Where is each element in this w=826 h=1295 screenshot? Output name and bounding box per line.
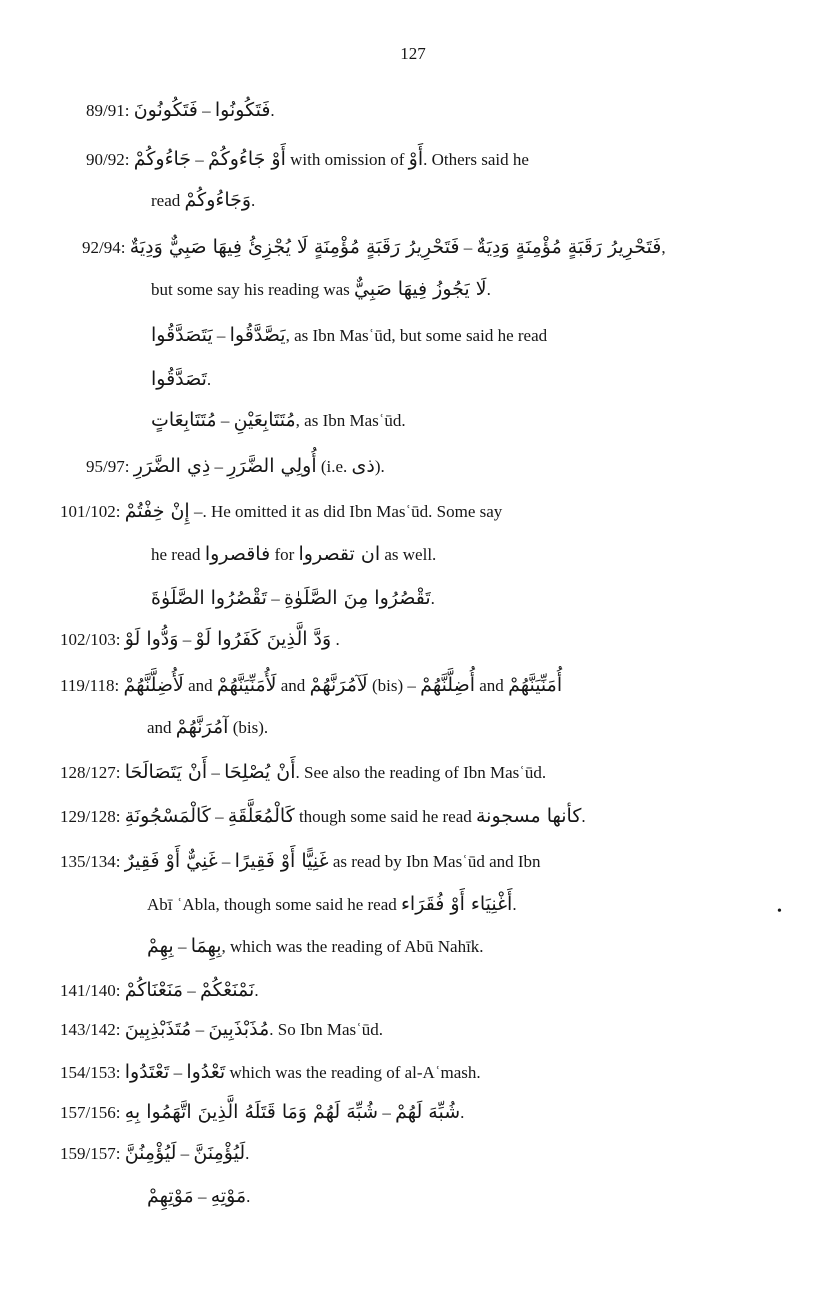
seg: and [183,676,217,695]
seg: ذِي الضَّرَرِ [133,455,211,477]
seg: . [460,1103,465,1122]
seg: لَآمُرَنَّهُمْ [309,674,368,696]
line-3 [82,232,666,262]
seg: آمُرَنَّهُمْ [175,716,229,738]
seg: بِهِمْ [147,935,174,957]
seg: جَاءُوكُمْ [133,148,192,170]
seg: (bis). [228,718,269,737]
seg: أَوْ [408,148,424,170]
verse-ref: 141/140: [60,981,121,1000]
line-8 [86,451,385,481]
seg: تَصَدَّقُوا [151,368,207,390]
seg: فَتَكُونُونَ [133,99,198,121]
seg: أُضِلَّنَّهُمْ [420,674,476,696]
seg: – [459,238,477,257]
verse-ref: 128/127: [60,763,121,782]
seg: ). [374,457,385,476]
seg: , which was the reading of Abū Nahīk. [221,937,484,956]
seg: أُمَنِّيَنَّهُمْ [508,674,563,696]
line-14 [147,712,268,742]
seg: . See also the reading of Ibn Masʿūd. [295,763,547,782]
seg: . [512,895,517,914]
seg: – [378,1103,396,1122]
seg: وَدَّ الَّذِينَ كَفَرُوا لَوْ [195,628,332,650]
seg: مَنَعْنَاكُمْ [124,979,183,1001]
seg: . [245,1144,250,1163]
seg: فاقصروا [204,543,271,565]
seg: and [475,676,509,695]
seg: Abī ʿAbla, though some said he read [147,895,401,914]
seg: , as Ibn Masʿūd, but some said he read [285,326,548,345]
seg: – [197,101,215,120]
verse-ref: 102/103: [60,630,121,649]
line-15 [60,757,546,787]
seg: . [254,981,259,1000]
seg: يَتَصَدَّقُوا [151,324,213,346]
seg: أَوْ جَاءُوكُمْ [208,148,286,170]
seg: though some said he read [294,807,476,826]
line-20 [60,975,259,1005]
seg: – [176,1144,194,1163]
line-4 [151,274,491,304]
seg: لَأُضِلَّنَّهُمْ [123,674,184,696]
seg: . Others said he [423,150,529,169]
seg: شُبِّهَ لَهُمْ وَمَا قَتَلَهُ الَّذِينَ اتَّهَمُوا بِهِ [124,1101,379,1123]
seg: كَالْمُعَلَّقَةِ [227,805,295,827]
seg: which was the reading of al-Aʿmash. [225,1063,481,1082]
seg: – [193,1187,211,1206]
seg: – [191,150,209,169]
line-18 [147,889,517,919]
seg: . [251,191,256,210]
seg: for [270,545,299,564]
verse-ref: 119/118: [60,676,120,695]
seg: مُتَتَابِعَيْنِ [233,409,296,431]
seg: . [331,630,340,649]
seg: as well. [380,545,437,564]
seg: لَا يَجُوزُ فِيهَا صَبِيٌّ [354,278,487,300]
line-13 [60,670,562,700]
seg: يَصَّدَّقُوا [229,324,286,346]
seg: – [216,411,234,430]
line-10 [151,539,436,569]
seg: – [178,630,196,649]
seg: لَيُؤْمِنُنَّ [124,1142,177,1164]
seg: مُتَذَبْذِبِينَ [124,1018,192,1040]
seg: read [151,191,185,210]
seg: – [210,457,228,476]
seg: غَنِيٌّ أَوْ فَقِيرٌ [124,850,218,872]
seg: ان تقصروا [298,543,381,565]
verse-ref: 135/134: [60,852,121,871]
seg: أُولِي الضَّرَرِ [227,455,317,477]
seg: شُبِّهَ لَهُمْ [395,1101,461,1123]
seg: مَوْتِهِ [210,1185,247,1207]
seg: . [430,589,435,608]
line-9 [60,496,502,526]
seg: كأنها مسجونة [476,805,582,827]
seg: . [581,807,586,826]
seg: . [246,1187,251,1206]
seg: تَقْصُرُوا مِنَ الصَّلَوٰةِ [283,587,431,609]
seg: – [183,981,200,1000]
seg: مُتَتَابِعَاتٍ [151,409,217,431]
seg: فَتَحْرِيرُ رَقَبَةٍ مُؤْمِنَةٍ وَدِيَةٌ [476,236,662,258]
seg: – [266,589,284,608]
seg: , [661,238,666,257]
seg: . [206,370,212,389]
line-17 [60,846,541,876]
line-16 [60,801,586,831]
seg: مُذَبْذَبِينَ [208,1018,270,1040]
seg: – [169,1063,187,1082]
line-24 [60,1138,249,1168]
line-11 [151,583,435,613]
seg: تَعْدُوا [186,1061,226,1083]
seg: نَمْنَعْكُمْ [200,979,255,1001]
seg: فَتَحْرِيرُ رَقَبَةٍ مُؤْمِنَةٍ لَا يُجْزِئُ فِيهَا صَبِيٌّ وَدِيَةٌ [129,236,460,258]
seg: – [207,763,225,782]
seg: but some say his reading was [151,280,355,299]
verse-ref: 90/92: [86,150,130,169]
seg: لَأُمَنِّيَنَّهُمْ [216,674,277,696]
seg: ذى [351,455,375,477]
seg: – [191,1020,209,1039]
seg: . [270,101,275,120]
line-23 [60,1097,464,1127]
seg: and [276,676,310,695]
seg: تَقْصُرُوا الصَّلَوٰةَ [151,587,267,609]
verse-ref: 92/94: [82,238,126,257]
seg: (bis) – [367,676,421,695]
seg: (i.e. [316,457,352,476]
seg: أَغْنِيَاء أَوْ فُقَرَاء [401,893,513,915]
seg: وَجَاءُوكُمْ [184,189,252,211]
line-19 [147,931,484,961]
seg: فَتَكُونُوا [214,99,271,121]
line-22 [60,1057,481,1087]
line-7 [151,405,406,435]
verse-ref: 154/153: [60,1063,121,1082]
seg: تَعْتَدُوا [124,1061,170,1083]
seg: – [173,937,191,956]
seg: مَوْتِهِمْ [147,1185,194,1207]
seg: غَنِيًّا أَوْ فَقِيرًا [234,850,329,872]
page-number: 127 [400,44,426,63]
seg: بِهِمَا [190,935,222,957]
seg: – [212,326,230,345]
seg: أَنْ يَتَصَالَحَا [124,761,208,783]
seg: –. He omitted it as did Ibn Masʿūd. Some say [189,502,503,521]
seg: إِنْ خِفْتُمْ [124,500,190,522]
line-12 [60,624,340,654]
seg: وَدُّوا لَوْ [124,628,179,650]
seg: أَنْ يُصْلِحَا [224,761,296,783]
line-1 [86,144,529,174]
seg: . [486,280,491,299]
verse-ref: 143/142: [60,1020,121,1039]
verse-ref: 95/97: [86,457,130,476]
seg: . So Ibn Masʿūd. [269,1020,384,1039]
seg: – [210,807,228,826]
seg: as read by Ibn Masʿūd and Ibn [328,852,541,871]
seg: لَيُؤْمِنَنَّ [193,1142,246,1164]
seg: , as Ibn Masʿūd. [295,411,406,430]
seg: he read [151,545,205,564]
line-21 [60,1014,383,1044]
line-5 [151,320,547,350]
verse-ref: 89/91: [86,101,130,120]
line-0 [86,95,275,125]
line-2 [151,185,255,215]
seg: – [217,852,235,871]
verse-ref: 159/157: [60,1144,121,1163]
verse-ref: 129/128: [60,807,121,826]
line-25 [147,1181,250,1211]
seg: كَالْمَسْجُونَةِ [124,805,211,827]
line-6 [151,364,211,394]
verse-ref: 157/156: [60,1103,121,1122]
stray-dot: • [777,904,782,919]
seg: and [147,718,176,737]
verse-ref: 101/102: [60,502,121,521]
seg: with omission of [285,150,409,169]
